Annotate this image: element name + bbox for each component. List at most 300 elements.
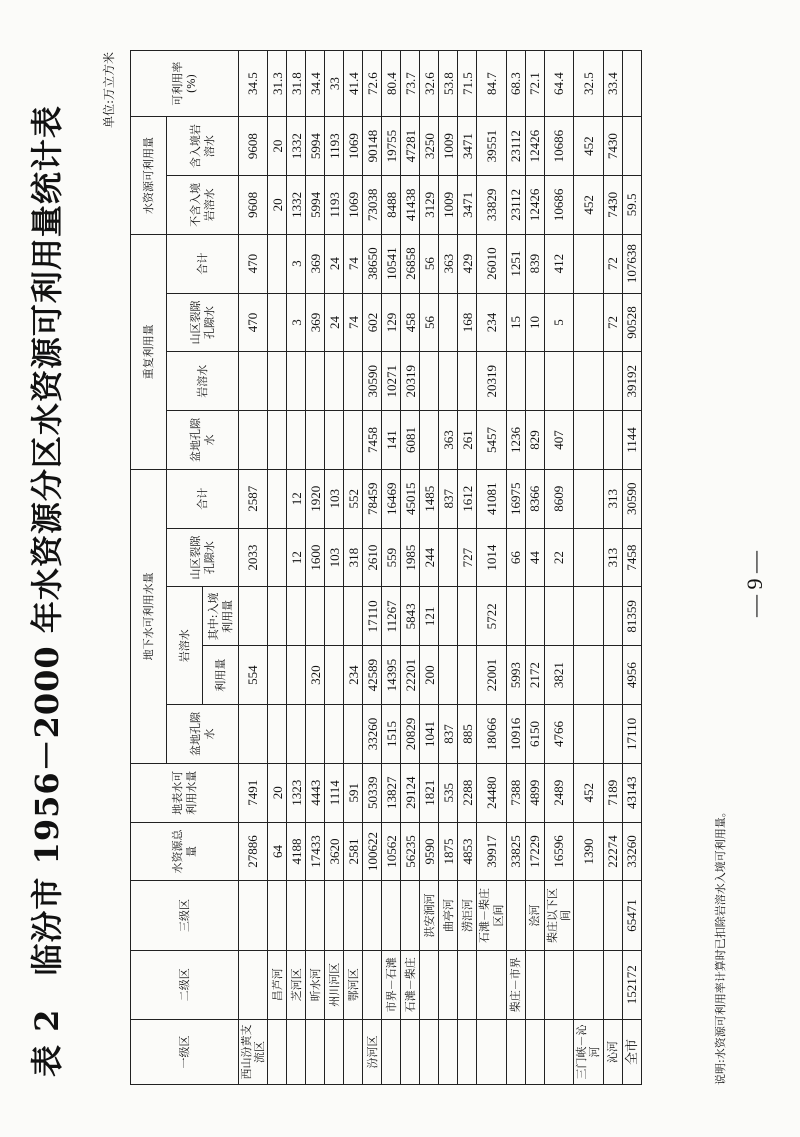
cell-in [622,117,641,176]
cell-karst_use: 234 [344,646,363,705]
cell-ex: 1069 [344,175,363,234]
cell-r_mountain: 24 [325,293,344,352]
cell-c1 [458,1019,477,1084]
cell-mountain [268,528,287,587]
cell-in: 452 [574,117,603,176]
cell-surface: 13827 [382,763,401,822]
cell-c3 [239,881,268,950]
cell-karst_use [268,646,287,705]
cell-r_basin: 407 [544,411,573,470]
cell-r_mountain: 90528 [622,293,641,352]
cell-c1 [382,1019,401,1084]
table-row [325,51,344,1085]
cell-gsum: 313 [603,469,622,528]
cell-gsum: 103 [325,469,344,528]
water-resource-table [130,50,642,1085]
cell-r_sum [574,234,603,293]
cell-in: 1069 [344,117,363,176]
cell-basin [287,705,306,764]
cell-c2 [477,950,506,1019]
header-repeat-karst: 岩溶水 [167,352,239,411]
cell-r_karst [287,352,306,411]
cell-r_sum: 470 [239,234,268,293]
cell-r_basin: 363 [439,411,458,470]
header-level2: 二级区 [131,950,239,1019]
cell-r_karst [420,352,439,411]
cell-surface: 50339 [363,763,382,822]
cell-total: 4853 [458,822,477,881]
cell-total: 33260 [622,822,641,881]
cell-total: 3620 [325,822,344,881]
cell-gsum: 16975 [506,469,525,528]
header-total-usable-group: 水资源可利用量 [131,117,167,235]
cell-r_mountain: 168 [458,293,477,352]
cell-r_sum: 56 [420,234,439,293]
page-title: 表 2 临汾市 1956－2000 年水资源分区水资源可利用量统计表 [28,105,66,1077]
cell-karst_in [603,587,622,646]
cell-c3 [506,881,525,950]
cell-r_karst [506,352,525,411]
cell-rate: 72.1 [525,51,544,117]
cell-r_mountain: 15 [506,293,525,352]
cell-c3: 涝洰河 [458,881,477,950]
cell-gsum: 78459 [363,469,382,528]
cell-r_mountain [574,293,603,352]
cell-mountain: 313 [603,528,622,587]
cell-karst_use: 554 [239,646,268,705]
table-row [401,51,420,1085]
cell-c2: 昕水河 [306,950,325,1019]
cell-ex: 33829 [477,175,506,234]
cell-rate: 41.4 [344,51,363,117]
cell-ex: 1009 [439,175,458,234]
cell-surface: 4899 [525,763,544,822]
cell-ex: 41438 [401,175,420,234]
cell-r_sum: 107638 [622,234,641,293]
cell-c3 [287,881,306,950]
cell-r_basin [574,411,603,470]
cell-basin: 20829 [401,705,420,764]
cell-r_sum: 369 [306,234,325,293]
cell-mountain: 44 [525,528,544,587]
cell-r_mountain: 74 [344,293,363,352]
cell-r_sum: 26010 [477,234,506,293]
header-karst: 岩溶水 [167,587,203,705]
cell-mountain: 2610 [363,528,382,587]
cell-basin: 18066 [477,705,506,764]
header-basin-pore: 盆地孔隙水 [167,705,239,764]
cell-r_sum: 1251 [506,234,525,293]
cell-c1: 三门峡－沁河 [574,1019,603,1084]
cell-r_basin: 5457 [477,411,506,470]
cell-c1 [401,1019,420,1084]
cell-surface: 452 [574,763,603,822]
cell-ex: 1332 [287,175,306,234]
cell-c3 [363,881,382,950]
cell-r_karst: 20319 [401,352,420,411]
cell-c3: 石滩－柴庄区间 [477,881,506,950]
cell-c2 [603,950,622,1019]
cell-c3 [344,881,363,950]
cell-gsum: 8366 [525,469,544,528]
cell-in: 1193 [325,117,344,176]
table-row [268,51,287,1085]
cell-rate: 71.5 [458,51,477,117]
cell-gsum: 1920 [306,469,325,528]
cell-c3 [268,881,287,950]
cell-r_karst [344,352,363,411]
cell-surface: 7388 [506,763,525,822]
cell-mountain: 12 [287,528,306,587]
cell-surface: 7491 [239,763,268,822]
header-incl-inflow: 含入境岩溶水 [167,117,239,176]
cell-r_mountain: 602 [363,293,382,352]
cell-c2 [239,950,268,1019]
cell-r_karst [574,352,603,411]
cell-gsum [574,469,603,528]
table-row [477,51,506,1085]
cell-r_basin: 1144 [622,411,641,470]
cell-karst_use: 4956 [622,646,641,705]
header-repeat-basin: 盆地孔隙水 [167,411,239,470]
cell-c2 [363,950,382,1019]
cell-mountain: 244 [420,528,439,587]
cell-r_mountain: 369 [306,293,325,352]
cell-r_basin: 141 [382,411,401,470]
header-groundwater-sum: 合计 [167,469,239,528]
cell-total: 2581 [344,822,363,881]
cell-total: 4188 [287,822,306,881]
cell-karst_in [525,587,544,646]
cell-r_sum: 74 [344,234,363,293]
cell-total: 27886 [239,822,268,881]
cell-in: 90148 [363,117,382,176]
cell-ex: 73038 [363,175,382,234]
cell-karst_in [506,587,525,646]
cell-c2: 芝河区 [287,950,306,1019]
cell-r_karst [268,352,287,411]
cell-c2 [525,950,544,1019]
cell-r_mountain: 458 [401,293,420,352]
cell-total: 100622 [363,822,382,881]
cell-mountain: 559 [382,528,401,587]
cell-c3 [603,881,622,950]
unit-label: 单位:万立方米 [102,52,116,129]
cell-rate: 53.8 [439,51,458,117]
cell-r_sum: 429 [458,234,477,293]
cell-in: 39551 [477,117,506,176]
cell-c1: 沁河 [603,1019,622,1084]
cell-karst_in: 11267 [382,587,401,646]
cell-c1 [287,1019,306,1084]
cell-mountain: 1985 [401,528,420,587]
cell-rate: 31.3 [268,51,287,117]
cell-r_sum: 10541 [382,234,401,293]
table-row [306,51,325,1085]
table-row [506,51,525,1085]
cell-r_karst: 10271 [382,352,401,411]
cell-rate: 31.8 [287,51,306,117]
cell-r_karst [325,352,344,411]
cell-surface: 29124 [401,763,420,822]
header-repeat-group: 重复利用量 [131,234,167,469]
cell-karst_in [287,587,306,646]
cell-c1 [268,1019,287,1084]
cell-karst_use [603,646,622,705]
cell-r_sum: 24 [325,234,344,293]
cell-rate: 64.4 [544,51,573,117]
cell-r_basin [287,411,306,470]
cell-c3 [574,881,603,950]
cell-c1 [344,1019,363,1084]
cell-in: 10686 [544,117,573,176]
cell-surface: 4443 [306,763,325,822]
cell-mountain: 727 [458,528,477,587]
cell-gsum: 45015 [401,469,420,528]
cell-karst_use [439,646,458,705]
cell-karst_in [344,587,363,646]
cell-ex: 1193 [325,175,344,234]
cell-basin [325,705,344,764]
cell-karst_use: 2172 [525,646,544,705]
cell-karst_in: 5843 [401,587,420,646]
cell-r_sum: 26858 [401,234,420,293]
cell-ex: 5994 [306,175,325,234]
cell-surface: 1114 [325,763,344,822]
cell-gsum: 1485 [420,469,439,528]
cell-in: 23112 [506,117,525,176]
cell-mountain: 318 [344,528,363,587]
cell-r_basin [344,411,363,470]
cell-r_mountain: 129 [382,293,401,352]
cell-c2: 鄂河区 [344,950,363,1019]
cell-karst_use: 22201 [401,646,420,705]
cell-r_mountain: 470 [239,293,268,352]
cell-c2 [420,950,439,1019]
table-body [239,51,642,1085]
cell-c2 [458,950,477,1019]
cell-in: 1332 [287,117,306,176]
cell-r_mountain: 56 [420,293,439,352]
table-row [544,51,573,1085]
cell-c1 [439,1019,458,1084]
table-row [603,51,622,1085]
cell-r_mountain: 234 [477,293,506,352]
cell-mountain: 2033 [239,528,268,587]
cell-basin: 1041 [420,705,439,764]
cell-surface: 535 [439,763,458,822]
cell-total: 1875 [439,822,458,881]
cell-r_mountain [268,293,287,352]
cell-rate: 73.7 [401,51,420,117]
cell-c3: 浍河 [525,881,544,950]
table-row [622,51,641,1085]
cell-c2 [544,950,573,1019]
cell-c3: 柴庄以下区间 [544,881,573,950]
table-row [420,51,439,1085]
cell-karst_in: 17110 [363,587,382,646]
cell-in: 47281 [401,117,420,176]
cell-c1: 西山汾黄支流区 [239,1019,268,1084]
cell-rate: 72.6 [363,51,382,117]
cell-r_basin [420,411,439,470]
cell-rate [622,51,641,117]
table-row [287,51,306,1085]
cell-in: 3250 [420,117,439,176]
cell-basin [344,705,363,764]
cell-r_mountain: 72 [603,293,622,352]
table-row [458,51,477,1085]
cell-r_basin: 829 [525,411,544,470]
cell-gsum: 1612 [458,469,477,528]
cell-rate: 33 [325,51,344,117]
cell-r_basin [603,411,622,470]
cell-total: 33825 [506,822,525,881]
cell-r_karst: 39192 [622,352,641,411]
cell-basin: 1515 [382,705,401,764]
cell-surface: 1323 [287,763,306,822]
cell-in: 19755 [382,117,401,176]
cell-r_sum: 72 [603,234,622,293]
cell-basin [574,705,603,764]
table-row [363,51,382,1085]
cell-ex: 23112 [506,175,525,234]
cell-rate: 34.4 [306,51,325,117]
cell-ex: 3129 [420,175,439,234]
cell-mountain [574,528,603,587]
cell-surface: 20 [268,763,287,822]
header-surface-usable: 地表水可利用水量 [131,763,239,822]
cell-total: 39917 [477,822,506,881]
cell-total: 56235 [401,822,420,881]
cell-total: 17433 [306,822,325,881]
cell-total: 9590 [420,822,439,881]
cell-c1 [420,1019,439,1084]
cell-gsum: 8609 [544,469,573,528]
cell-karst_in: 5722 [477,587,506,646]
cell-mountain: 1014 [477,528,506,587]
cell-karst_in [574,587,603,646]
header-karst-usable: 利用量 [203,646,239,705]
cell-mountain: 103 [325,528,344,587]
cell-karst_in [458,587,477,646]
cell-karst_use [458,646,477,705]
header-repeat-sum: 合计 [167,234,239,293]
cell-karst_in: 81359 [622,587,641,646]
footnote: 说明:水资源可利用率计算时已扣除岩溶水入境可利用量。 [714,806,727,1085]
cell-c2: 市界－石滩 [382,950,401,1019]
cell-c3: 曲亭河 [439,881,458,950]
cell-gsum: 30590 [622,469,641,528]
cell-karst_use: 14395 [382,646,401,705]
cell-total: 16596 [544,822,573,881]
cell-karst_use: 5993 [506,646,525,705]
cell-r_mountain [439,293,458,352]
cell-r_basin: 6081 [401,411,420,470]
cell-r_sum: 839 [525,234,544,293]
cell-karst_in [544,587,573,646]
cell-c1 [506,1019,525,1084]
cell-gsum: 41081 [477,469,506,528]
cell-c2: 石滩－柴庄 [401,950,420,1019]
cell-basin: 10916 [506,705,525,764]
cell-basin: 33260 [363,705,382,764]
cell-gsum: 837 [439,469,458,528]
cell-r_karst [239,352,268,411]
cell-r_basin: 261 [458,411,477,470]
cell-karst_in [306,587,325,646]
cell-karst_in: 121 [420,587,439,646]
cell-r_basin [239,411,268,470]
cell-r_sum: 38650 [363,234,382,293]
table-row [439,51,458,1085]
cell-karst_use [287,646,306,705]
cell-c2: 152172 [622,950,641,1019]
cell-surface: 1821 [420,763,439,822]
cell-basin: 4766 [544,705,573,764]
cell-karst_in [325,587,344,646]
cell-total: 64 [268,822,287,881]
cell-karst_use: 22001 [477,646,506,705]
header-repeat-mountain: 山区裂隙孔隙水 [167,293,239,352]
cell-total: 1390 [574,822,603,881]
cell-ex: 20 [268,175,287,234]
cell-surface: 2288 [458,763,477,822]
cell-gsum [268,469,287,528]
table-row [344,51,363,1085]
cell-mountain: 66 [506,528,525,587]
cell-r_mountain: 10 [525,293,544,352]
cell-in: 3471 [458,117,477,176]
cell-gsum: 552 [344,469,363,528]
header-excl-inflow: 不含入境岩溶水 [167,175,239,234]
cell-in: 12426 [525,117,544,176]
cell-karst_use: 200 [420,646,439,705]
cell-r_sum [268,234,287,293]
cell-ex: 7430 [603,175,622,234]
cell-basin [603,705,622,764]
cell-basin: 837 [439,705,458,764]
header-total-resource: 水资源总量 [131,822,239,881]
cell-c3: 65471 [622,881,641,950]
cell-mountain: 7458 [622,528,641,587]
cell-c2 [439,950,458,1019]
cell-r_sum: 412 [544,234,573,293]
cell-c1 [525,1019,544,1084]
header-level3: 三级区 [131,881,239,950]
cell-c2 [574,950,603,1019]
cell-c1: 全市 [622,1019,641,1084]
cell-c3: 洪安涧河 [420,881,439,950]
cell-r_karst [603,352,622,411]
cell-in: 9608 [239,117,268,176]
cell-ex: 9608 [239,175,268,234]
cell-r_sum: 3 [287,234,306,293]
cell-basin: 6150 [525,705,544,764]
cell-karst_use: 3821 [544,646,573,705]
cell-rate: 80.4 [382,51,401,117]
cell-r_basin [268,411,287,470]
cell-in: 20 [268,117,287,176]
cell-r_karst: 20319 [477,352,506,411]
cell-rate: 68.3 [506,51,525,117]
cell-karst_use [574,646,603,705]
cell-r_basin: 7458 [363,411,382,470]
cell-basin [306,705,325,764]
cell-c1 [544,1019,573,1084]
cell-c2: 昌芦河 [268,950,287,1019]
page-number: — 9 — [742,551,767,617]
